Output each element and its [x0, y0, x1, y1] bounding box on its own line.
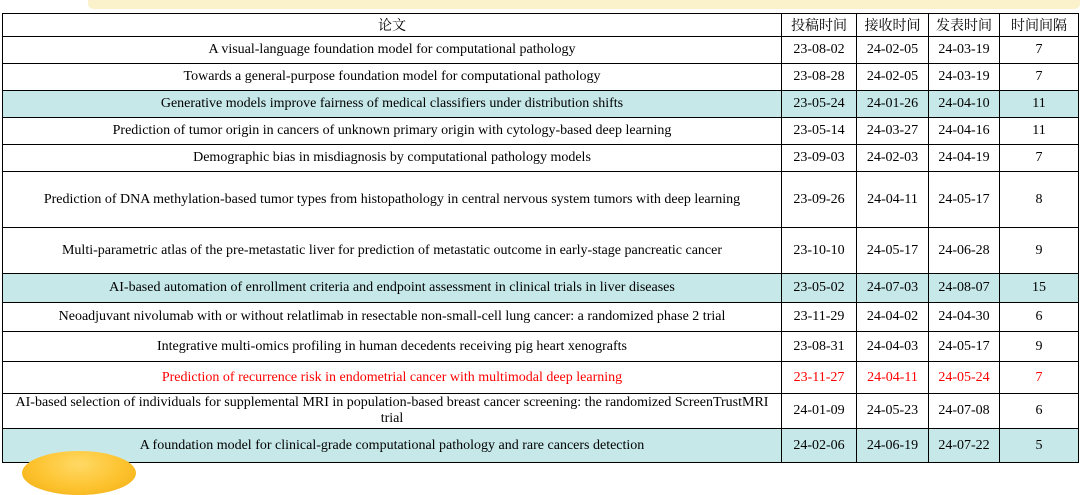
publish-cell[interactable]: 24-07-08	[929, 394, 1000, 429]
accept-cell[interactable]: 24-05-17	[857, 228, 929, 274]
accept-cell[interactable]: 24-01-26	[857, 91, 929, 118]
papers-table	[2, 13, 1079, 463]
paper-title-cell[interactable]: A visual-language foundation model for computational pathology	[3, 37, 782, 64]
submit-cell[interactable]: 23-05-14	[782, 118, 857, 145]
table-row	[3, 37, 1079, 64]
submit-cell[interactable]: 24-02-06	[782, 429, 857, 463]
table-row	[3, 274, 1079, 303]
submit-cell[interactable]: 23-11-27	[782, 362, 857, 394]
header-row	[3, 14, 1079, 37]
gap-cell[interactable]: 9	[1000, 332, 1079, 362]
accept-cell[interactable]: 24-03-27	[857, 118, 929, 145]
submit-cell[interactable]: 24-01-09	[782, 394, 857, 429]
yellow-ellipse-shape	[22, 451, 136, 495]
paper-title-cell[interactable]: AI-based automation of enrollment criteria and endpoint assessment in clinical trials in liver diseases	[3, 274, 782, 303]
accept-cell[interactable]: 24-06-19	[857, 429, 929, 463]
publish-cell[interactable]: 24-03-19	[929, 37, 1000, 64]
paper-title-cell[interactable]: Demographic bias in misdiagnosis by computational pathology models	[3, 145, 782, 172]
table-row	[3, 332, 1079, 362]
submit-cell[interactable]: 23-05-24	[782, 91, 857, 118]
paper-title-cell[interactable]: Towards a general-purpose foundation model for computational pathology	[3, 64, 782, 91]
gap-cell[interactable]: 5	[1000, 429, 1079, 463]
publish-cell[interactable]: 24-05-17	[929, 332, 1000, 362]
submit-cell[interactable]: 23-10-10	[782, 228, 857, 274]
table-body	[3, 37, 1079, 463]
table-row	[3, 228, 1079, 274]
accept-cell[interactable]: 24-02-03	[857, 145, 929, 172]
gap-cell[interactable]: 11	[1000, 91, 1079, 118]
publish-cell[interactable]: 24-05-17	[929, 172, 1000, 228]
submit-cell[interactable]: 23-09-26	[782, 172, 857, 228]
submit-cell[interactable]: 23-08-28	[782, 64, 857, 91]
paper-title-cell[interactable]: Generative models improve fairness of medical classifiers under distribution shifts	[3, 91, 782, 118]
paper-title-cell[interactable]: Multi-parametric atlas of the pre-metastatic liver for prediction of metastatic outcome in early-stage pancreatic cancer	[3, 228, 782, 274]
table-row	[3, 64, 1079, 91]
gap-cell[interactable]: 7	[1000, 362, 1079, 394]
gap-cell[interactable]: 7	[1000, 64, 1079, 91]
gap-cell[interactable]: 6	[1000, 394, 1079, 429]
gap-cell[interactable]: 11	[1000, 118, 1079, 145]
publish-cell[interactable]: 24-08-07	[929, 274, 1000, 303]
paper-title-cell[interactable]: AI-based selection of individuals for supplemental MRI in population-based breast cancer screening: the randomized ScreenTrustMRI trial	[3, 394, 782, 429]
column-header-submit: 投稿时间	[782, 14, 857, 37]
publish-cell[interactable]: 24-04-30	[929, 303, 1000, 332]
accept-cell[interactable]: 24-04-11	[857, 172, 929, 228]
column-header-gap: 时间间隔	[1000, 14, 1079, 37]
table-row	[3, 172, 1079, 228]
yellow-highlight-bar	[88, 0, 1080, 9]
column-header-accept: 接收时间	[857, 14, 929, 37]
submit-cell[interactable]: 23-08-31	[782, 332, 857, 362]
gap-cell[interactable]: 9	[1000, 228, 1079, 274]
table-row	[3, 362, 1079, 394]
accept-cell[interactable]: 24-02-05	[857, 37, 929, 64]
publish-cell[interactable]: 24-04-16	[929, 118, 1000, 145]
table-row	[3, 303, 1079, 332]
column-header-publish: 发表时间	[929, 14, 1000, 37]
column-header-paper: 论文	[3, 14, 782, 37]
gap-cell[interactable]: 7	[1000, 37, 1079, 64]
gap-cell[interactable]: 15	[1000, 274, 1079, 303]
publish-cell[interactable]: 24-05-24	[929, 362, 1000, 394]
submit-cell[interactable]: 23-05-02	[782, 274, 857, 303]
publish-cell[interactable]: 24-03-19	[929, 64, 1000, 91]
publish-cell[interactable]: 24-04-19	[929, 145, 1000, 172]
paper-title-cell[interactable]: Prediction of recurrence risk in endometrial cancer with multimodal deep learning	[3, 362, 782, 394]
paper-title-cell[interactable]: Integrative multi-omics profiling in human decedents receiving pig heart xenografts	[3, 332, 782, 362]
submit-cell[interactable]: 23-09-03	[782, 145, 857, 172]
publish-cell[interactable]: 24-07-22	[929, 429, 1000, 463]
table-row	[3, 91, 1079, 118]
table-row	[3, 118, 1079, 145]
accept-cell[interactable]: 24-04-02	[857, 303, 929, 332]
publish-cell[interactable]: 24-06-28	[929, 228, 1000, 274]
publish-cell[interactable]: 24-04-10	[929, 91, 1000, 118]
paper-title-cell[interactable]: Prediction of DNA methylation-based tumor types from histopathology in central nervous system tumors with deep learning	[3, 172, 782, 228]
submit-cell[interactable]: 23-11-29	[782, 303, 857, 332]
gap-cell[interactable]: 6	[1000, 303, 1079, 332]
paper-title-cell[interactable]: Neoadjuvant nivolumab with or without relatlimab in resectable non-small-cell lung cancer: a randomized phase 2 trial	[3, 303, 782, 332]
accept-cell[interactable]: 24-04-11	[857, 362, 929, 394]
accept-cell[interactable]: 24-04-03	[857, 332, 929, 362]
gap-cell[interactable]: 8	[1000, 172, 1079, 228]
submit-cell[interactable]: 23-08-02	[782, 37, 857, 64]
table-row	[3, 429, 1079, 463]
accept-cell[interactable]: 24-07-03	[857, 274, 929, 303]
paper-title-cell[interactable]: A foundation model for clinical-grade computational pathology and rare cancers detection	[3, 429, 782, 463]
accept-cell[interactable]: 24-02-05	[857, 64, 929, 91]
accept-cell[interactable]: 24-05-23	[857, 394, 929, 429]
gap-cell[interactable]: 7	[1000, 145, 1079, 172]
table-row	[3, 394, 1079, 429]
paper-title-cell[interactable]: Prediction of tumor origin in cancers of unknown primary origin with cytology-based deep learning	[3, 118, 782, 145]
table-row	[3, 145, 1079, 172]
